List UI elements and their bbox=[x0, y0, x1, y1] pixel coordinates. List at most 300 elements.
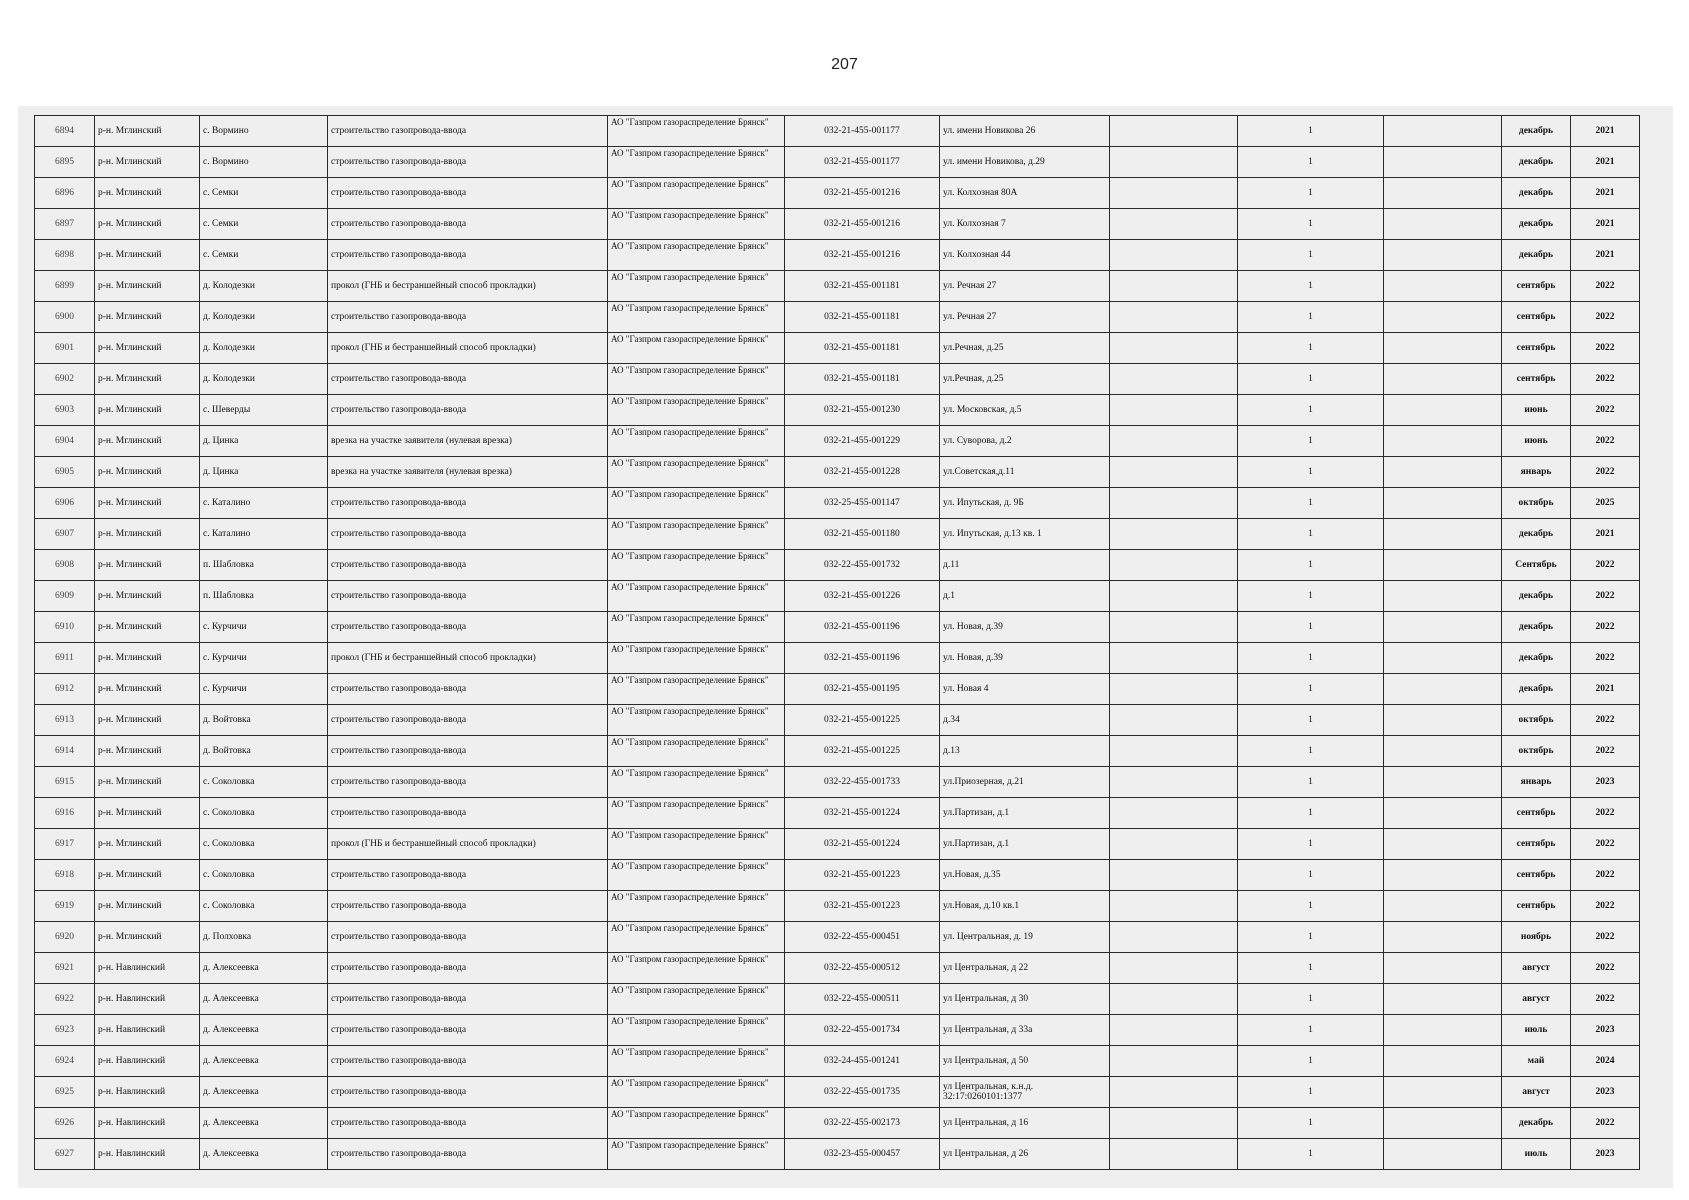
work-type-cell: прокол (ГНБ и бестраншейный способ прокладки) bbox=[328, 829, 608, 860]
settlement-cell: с. Соколовка bbox=[200, 767, 328, 798]
code-cell: 032-21-455-001225 bbox=[785, 705, 940, 736]
code-cell: 032-22-455-001734 bbox=[785, 1015, 940, 1046]
code-cell: 032-21-455-001223 bbox=[785, 860, 940, 891]
organization-cell: АО "Газпром газораспределение Брянск" bbox=[608, 798, 785, 829]
district-cell: р-н. Мглинский bbox=[95, 550, 200, 581]
settlement-cell: с. Семки bbox=[200, 240, 328, 271]
row-number: 6914 bbox=[35, 736, 95, 767]
code-cell: 032-21-455-001196 bbox=[785, 612, 940, 643]
organization-cell: АО "Газпром газораспределение Брянск" bbox=[608, 674, 785, 705]
empty-cell bbox=[1110, 271, 1238, 302]
quantity-cell: 1 bbox=[1238, 860, 1384, 891]
quantity-cell: 1 bbox=[1238, 395, 1384, 426]
settlement-cell: с. Курчичи bbox=[200, 674, 328, 705]
settlement-cell: д. Колодезки bbox=[200, 364, 328, 395]
code-cell: 032-21-455-001216 bbox=[785, 240, 940, 271]
year-cell: 2022 bbox=[1571, 860, 1640, 891]
district-cell: р-н. Навлинский bbox=[95, 984, 200, 1015]
district-cell: р-н. Мглинский bbox=[95, 457, 200, 488]
records-table bbox=[34, 115, 1640, 1170]
empty-cell bbox=[1110, 829, 1238, 860]
year-cell: 2021 bbox=[1571, 209, 1640, 240]
address-cell: ул Центральная, д 16 bbox=[940, 1108, 1110, 1139]
code-cell: 032-21-455-001230 bbox=[785, 395, 940, 426]
quantity-cell: 1 bbox=[1238, 922, 1384, 953]
table-row bbox=[35, 395, 1640, 426]
year-cell: 2022 bbox=[1571, 333, 1640, 364]
table-row bbox=[35, 581, 1640, 612]
empty-cell bbox=[1384, 519, 1502, 550]
table-row bbox=[35, 147, 1640, 178]
quantity-cell: 1 bbox=[1238, 457, 1384, 488]
code-cell: 032-21-455-001196 bbox=[785, 643, 940, 674]
row-number: 6911 bbox=[35, 643, 95, 674]
month-cell: октябрь bbox=[1502, 488, 1571, 519]
row-number: 6894 bbox=[35, 116, 95, 147]
settlement-cell: п. Шабловка bbox=[200, 581, 328, 612]
organization-cell: АО "Газпром газораспределение Брянск" bbox=[608, 953, 785, 984]
quantity-cell: 1 bbox=[1238, 178, 1384, 209]
empty-cell bbox=[1384, 643, 1502, 674]
work-type-cell: строительство газопровода-ввода bbox=[328, 705, 608, 736]
month-cell: декабрь bbox=[1502, 612, 1571, 643]
organization-cell: АО "Газпром газораспределение Брянск" bbox=[608, 736, 785, 767]
quantity-cell: 1 bbox=[1238, 240, 1384, 271]
table-row bbox=[35, 1139, 1640, 1170]
quantity-cell: 1 bbox=[1238, 953, 1384, 984]
empty-cell bbox=[1384, 116, 1502, 147]
row-number: 6912 bbox=[35, 674, 95, 705]
work-type-cell: строительство газопровода-ввода bbox=[328, 798, 608, 829]
year-cell: 2022 bbox=[1571, 922, 1640, 953]
empty-cell bbox=[1384, 364, 1502, 395]
district-cell: р-н. Мглинский bbox=[95, 736, 200, 767]
row-number: 6907 bbox=[35, 519, 95, 550]
empty-cell bbox=[1110, 519, 1238, 550]
empty-cell bbox=[1110, 1046, 1238, 1077]
work-type-cell: строительство газопровода-ввода bbox=[328, 395, 608, 426]
code-cell: 032-22-455-000512 bbox=[785, 953, 940, 984]
empty-cell bbox=[1384, 612, 1502, 643]
month-cell: декабрь bbox=[1502, 116, 1571, 147]
district-cell: р-н. Мглинский bbox=[95, 674, 200, 705]
month-cell: январь bbox=[1502, 767, 1571, 798]
empty-cell bbox=[1110, 705, 1238, 736]
district-cell: р-н. Мглинский bbox=[95, 240, 200, 271]
organization-cell: АО "Газпром газораспределение Брянск" bbox=[608, 891, 785, 922]
organization-cell: АО "Газпром газораспределение Брянск" bbox=[608, 829, 785, 860]
empty-cell bbox=[1110, 426, 1238, 457]
settlement-cell: д. Алексеевка bbox=[200, 1015, 328, 1046]
row-number: 6903 bbox=[35, 395, 95, 426]
address-cell: ул.Советская,д.11 bbox=[940, 457, 1110, 488]
code-cell: 032-21-455-001177 bbox=[785, 116, 940, 147]
settlement-cell: д. Колодезки bbox=[200, 271, 328, 302]
work-type-cell: строительство газопровода-ввода bbox=[328, 364, 608, 395]
row-number: 6922 bbox=[35, 984, 95, 1015]
month-cell: январь bbox=[1502, 457, 1571, 488]
district-cell: р-н. Навлинский bbox=[95, 1015, 200, 1046]
work-type-cell: врезка на участке заявителя (нулевая врезка) bbox=[328, 457, 608, 488]
address-cell: ул Центральная, д 33а bbox=[940, 1015, 1110, 1046]
district-cell: р-н. Мглинский bbox=[95, 395, 200, 426]
quantity-cell: 1 bbox=[1238, 984, 1384, 1015]
organization-cell: АО "Газпром газораспределение Брянск" bbox=[608, 240, 785, 271]
month-cell: июнь bbox=[1502, 395, 1571, 426]
year-cell: 2023 bbox=[1571, 767, 1640, 798]
row-number: 6920 bbox=[35, 922, 95, 953]
code-cell: 032-21-455-001216 bbox=[785, 178, 940, 209]
quantity-cell: 1 bbox=[1238, 829, 1384, 860]
row-number: 6925 bbox=[35, 1077, 95, 1108]
code-cell: 032-21-455-001224 bbox=[785, 829, 940, 860]
quantity-cell: 1 bbox=[1238, 612, 1384, 643]
work-type-cell: строительство газопровода-ввода bbox=[328, 147, 608, 178]
district-cell: р-н. Мглинский bbox=[95, 302, 200, 333]
month-cell: сентябрь bbox=[1502, 829, 1571, 860]
empty-cell bbox=[1384, 240, 1502, 271]
month-cell: декабрь bbox=[1502, 1108, 1571, 1139]
code-cell: 032-22-455-001735 bbox=[785, 1077, 940, 1108]
month-cell: август bbox=[1502, 1077, 1571, 1108]
settlement-cell: п. Шабловка bbox=[200, 550, 328, 581]
code-cell: 032-21-455-001216 bbox=[785, 209, 940, 240]
month-cell: сентябрь bbox=[1502, 302, 1571, 333]
address-cell: ул. Центральная, д. 19 bbox=[940, 922, 1110, 953]
address-cell: ул.Партизан, д.1 bbox=[940, 829, 1110, 860]
empty-cell bbox=[1110, 116, 1238, 147]
district-cell: р-н. Мглинский bbox=[95, 798, 200, 829]
quantity-cell: 1 bbox=[1238, 1108, 1384, 1139]
work-type-cell: прокол (ГНБ и бестраншейный способ прокладки) bbox=[328, 271, 608, 302]
organization-cell: АО "Газпром газораспределение Брянск" bbox=[608, 705, 785, 736]
empty-cell bbox=[1384, 209, 1502, 240]
work-type-cell: строительство газопровода-ввода bbox=[328, 302, 608, 333]
code-cell: 032-21-455-001224 bbox=[785, 798, 940, 829]
row-number: 6896 bbox=[35, 178, 95, 209]
district-cell: р-н. Мглинский bbox=[95, 147, 200, 178]
district-cell: р-н. Мглинский bbox=[95, 643, 200, 674]
quantity-cell: 1 bbox=[1238, 147, 1384, 178]
empty-cell bbox=[1384, 488, 1502, 519]
work-type-cell: строительство газопровода-ввода bbox=[328, 519, 608, 550]
row-number: 6902 bbox=[35, 364, 95, 395]
year-cell: 2021 bbox=[1571, 240, 1640, 271]
settlement-cell: с. Семки bbox=[200, 178, 328, 209]
year-cell: 2022 bbox=[1571, 643, 1640, 674]
table-row bbox=[35, 984, 1640, 1015]
settlement-cell: с. Соколовка bbox=[200, 891, 328, 922]
organization-cell: АО "Газпром газораспределение Брянск" bbox=[608, 984, 785, 1015]
month-cell: декабрь bbox=[1502, 240, 1571, 271]
settlement-cell: с. Вормино bbox=[200, 116, 328, 147]
work-type-cell: строительство газопровода-ввода bbox=[328, 767, 608, 798]
empty-cell bbox=[1384, 705, 1502, 736]
month-cell: декабрь bbox=[1502, 674, 1571, 705]
month-cell: август bbox=[1502, 984, 1571, 1015]
work-type-cell: строительство газопровода-ввода bbox=[328, 116, 608, 147]
table-row bbox=[35, 1046, 1640, 1077]
row-number: 6909 bbox=[35, 581, 95, 612]
settlement-cell: д. Колодезки bbox=[200, 333, 328, 364]
month-cell: октябрь bbox=[1502, 736, 1571, 767]
code-cell: 032-22-455-000451 bbox=[785, 922, 940, 953]
empty-cell bbox=[1110, 953, 1238, 984]
year-cell: 2021 bbox=[1571, 116, 1640, 147]
address-cell: ул. Новая 4 bbox=[940, 674, 1110, 705]
address-cell: ул. Новая, д.39 bbox=[940, 643, 1110, 674]
settlement-cell: д. Алексеевка bbox=[200, 1077, 328, 1108]
address-cell: ул Центральная, д 30 bbox=[940, 984, 1110, 1015]
year-cell: 2023 bbox=[1571, 1015, 1640, 1046]
empty-cell bbox=[1384, 302, 1502, 333]
empty-cell bbox=[1384, 674, 1502, 705]
district-cell: р-н. Мглинский bbox=[95, 209, 200, 240]
district-cell: р-н. Навлинский bbox=[95, 953, 200, 984]
code-cell: 032-23-455-000457 bbox=[785, 1139, 940, 1170]
empty-cell bbox=[1110, 643, 1238, 674]
work-type-cell: строительство газопровода-ввода bbox=[328, 1139, 608, 1170]
row-number: 6923 bbox=[35, 1015, 95, 1046]
year-cell: 2022 bbox=[1571, 395, 1640, 426]
quantity-cell: 1 bbox=[1238, 364, 1384, 395]
district-cell: р-н. Навлинский bbox=[95, 1108, 200, 1139]
year-cell: 2021 bbox=[1571, 147, 1640, 178]
table-row bbox=[35, 364, 1640, 395]
row-number: 6918 bbox=[35, 860, 95, 891]
work-type-cell: строительство газопровода-ввода bbox=[328, 860, 608, 891]
address-cell: д.13 bbox=[940, 736, 1110, 767]
work-type-cell: строительство газопровода-ввода bbox=[328, 736, 608, 767]
year-cell: 2022 bbox=[1571, 612, 1640, 643]
year-cell: 2022 bbox=[1571, 891, 1640, 922]
district-cell: р-н. Мглинский bbox=[95, 767, 200, 798]
address-cell: ул.Речная, д.25 bbox=[940, 333, 1110, 364]
records-body bbox=[35, 116, 1640, 1170]
empty-cell bbox=[1110, 488, 1238, 519]
month-cell: декабрь bbox=[1502, 643, 1571, 674]
address-cell: ул. Новая, д.39 bbox=[940, 612, 1110, 643]
empty-cell bbox=[1384, 953, 1502, 984]
code-cell: 032-21-455-001180 bbox=[785, 519, 940, 550]
table-row bbox=[35, 643, 1640, 674]
organization-cell: АО "Газпром газораспределение Брянск" bbox=[608, 1077, 785, 1108]
year-cell: 2022 bbox=[1571, 581, 1640, 612]
quantity-cell: 1 bbox=[1238, 302, 1384, 333]
address-cell: ул. Ипутьская, д. 9Б bbox=[940, 488, 1110, 519]
settlement-cell: д. Войтовка bbox=[200, 736, 328, 767]
work-type-cell: строительство газопровода-ввода bbox=[328, 612, 608, 643]
district-cell: р-н. Мглинский bbox=[95, 488, 200, 519]
quantity-cell: 1 bbox=[1238, 767, 1384, 798]
district-cell: р-н. Мглинский bbox=[95, 519, 200, 550]
empty-cell bbox=[1384, 798, 1502, 829]
settlement-cell: д. Алексеевка bbox=[200, 1108, 328, 1139]
settlement-cell: д. Колодезки bbox=[200, 302, 328, 333]
row-number: 6904 bbox=[35, 426, 95, 457]
code-cell: 032-24-455-001241 bbox=[785, 1046, 940, 1077]
settlement-cell: с. Соколовка bbox=[200, 798, 328, 829]
month-cell: декабрь bbox=[1502, 209, 1571, 240]
address-cell: ул.Новая, д.35 bbox=[940, 860, 1110, 891]
address-cell: ул Центральная, д 50 bbox=[940, 1046, 1110, 1077]
year-cell: 2022 bbox=[1571, 364, 1640, 395]
quantity-cell: 1 bbox=[1238, 550, 1384, 581]
code-cell: 032-21-455-001228 bbox=[785, 457, 940, 488]
organization-cell: АО "Газпром газораспределение Брянск" bbox=[608, 488, 785, 519]
code-cell: 032-21-455-001181 bbox=[785, 364, 940, 395]
year-cell: 2022 bbox=[1571, 271, 1640, 302]
empty-cell bbox=[1384, 736, 1502, 767]
table-row bbox=[35, 426, 1640, 457]
table-row bbox=[35, 302, 1640, 333]
empty-cell bbox=[1384, 1046, 1502, 1077]
empty-cell bbox=[1110, 767, 1238, 798]
year-cell: 2022 bbox=[1571, 705, 1640, 736]
row-number: 6900 bbox=[35, 302, 95, 333]
organization-cell: АО "Газпром газораспределение Брянск" bbox=[608, 519, 785, 550]
quantity-cell: 1 bbox=[1238, 271, 1384, 302]
code-cell: 032-21-455-001229 bbox=[785, 426, 940, 457]
address-cell: ул Центральная, д 22 bbox=[940, 953, 1110, 984]
empty-cell bbox=[1110, 209, 1238, 240]
row-number: 6926 bbox=[35, 1108, 95, 1139]
district-cell: р-н. Мглинский bbox=[95, 364, 200, 395]
code-cell: 032-21-455-001195 bbox=[785, 674, 940, 705]
month-cell: август bbox=[1502, 953, 1571, 984]
quantity-cell: 1 bbox=[1238, 116, 1384, 147]
address-cell: ул. Колхозная 7 bbox=[940, 209, 1110, 240]
work-type-cell: строительство газопровода-ввода bbox=[328, 240, 608, 271]
empty-cell bbox=[1384, 1108, 1502, 1139]
month-cell: декабрь bbox=[1502, 178, 1571, 209]
district-cell: р-н. Мглинский bbox=[95, 860, 200, 891]
work-type-cell: строительство газопровода-ввода bbox=[328, 953, 608, 984]
address-cell: ул. имени Новикова 26 bbox=[940, 116, 1110, 147]
month-cell: сентябрь bbox=[1502, 860, 1571, 891]
year-cell: 2022 bbox=[1571, 550, 1640, 581]
settlement-cell: д. Алексеевка bbox=[200, 1046, 328, 1077]
settlement-cell: с. Шеверды bbox=[200, 395, 328, 426]
work-type-cell: строительство газопровода-ввода bbox=[328, 1015, 608, 1046]
month-cell: декабрь bbox=[1502, 147, 1571, 178]
month-cell: декабрь bbox=[1502, 581, 1571, 612]
organization-cell: АО "Газпром газораспределение Брянск" bbox=[608, 581, 785, 612]
district-cell: р-н. Мглинский bbox=[95, 829, 200, 860]
address-cell: д.11 bbox=[940, 550, 1110, 581]
table-row bbox=[35, 488, 1640, 519]
year-cell: 2022 bbox=[1571, 736, 1640, 767]
settlement-cell: с. Курчичи bbox=[200, 643, 328, 674]
table-row bbox=[35, 1108, 1640, 1139]
organization-cell: АО "Газпром газораспределение Брянск" bbox=[608, 922, 785, 953]
organization-cell: АО "Газпром газораспределение Брянск" bbox=[608, 767, 785, 798]
table-row bbox=[35, 767, 1640, 798]
work-type-cell: строительство газопровода-ввода bbox=[328, 178, 608, 209]
row-number: 6906 bbox=[35, 488, 95, 519]
table-row bbox=[35, 674, 1640, 705]
empty-cell bbox=[1110, 860, 1238, 891]
work-type-cell: врезка на участке заявителя (нулевая врезка) bbox=[328, 426, 608, 457]
empty-cell bbox=[1384, 333, 1502, 364]
work-type-cell: строительство газопровода-ввода bbox=[328, 1108, 608, 1139]
quantity-cell: 1 bbox=[1238, 736, 1384, 767]
row-number: 6898 bbox=[35, 240, 95, 271]
work-type-cell: строительство газопровода-ввода bbox=[328, 209, 608, 240]
address-cell: ул Центральная, д 26 bbox=[940, 1139, 1110, 1170]
row-number: 6901 bbox=[35, 333, 95, 364]
code-cell: 032-21-455-001226 bbox=[785, 581, 940, 612]
organization-cell: АО "Газпром газораспределение Брянск" bbox=[608, 426, 785, 457]
district-cell: р-н. Навлинский bbox=[95, 1139, 200, 1170]
organization-cell: АО "Газпром газораспределение Брянск" bbox=[608, 860, 785, 891]
organization-cell: АО "Газпром газораспределение Брянск" bbox=[608, 209, 785, 240]
code-cell: 032-21-455-001223 bbox=[785, 891, 940, 922]
work-type-cell: прокол (ГНБ и бестраншейный способ прокладки) bbox=[328, 333, 608, 364]
empty-cell bbox=[1384, 922, 1502, 953]
settlement-cell: д. Алексеевка bbox=[200, 984, 328, 1015]
quantity-cell: 1 bbox=[1238, 705, 1384, 736]
organization-cell: АО "Газпром газораспределение Брянск" bbox=[608, 1046, 785, 1077]
empty-cell bbox=[1384, 550, 1502, 581]
address-cell: ул. Ипутьская, д.13 кв. 1 bbox=[940, 519, 1110, 550]
table-row bbox=[35, 829, 1640, 860]
year-cell: 2023 bbox=[1571, 1077, 1640, 1108]
month-cell: октябрь bbox=[1502, 705, 1571, 736]
quantity-cell: 1 bbox=[1238, 643, 1384, 674]
year-cell: 2021 bbox=[1571, 178, 1640, 209]
empty-cell bbox=[1110, 581, 1238, 612]
quantity-cell: 1 bbox=[1238, 209, 1384, 240]
settlement-cell: с. Курчичи bbox=[200, 612, 328, 643]
organization-cell: АО "Газпром газораспределение Брянск" bbox=[608, 457, 785, 488]
empty-cell bbox=[1384, 1139, 1502, 1170]
settlement-cell: д. Войтовка bbox=[200, 705, 328, 736]
code-cell: 032-22-455-001733 bbox=[785, 767, 940, 798]
year-cell: 2025 bbox=[1571, 488, 1640, 519]
quantity-cell: 1 bbox=[1238, 488, 1384, 519]
quantity-cell: 1 bbox=[1238, 1046, 1384, 1077]
table-row bbox=[35, 240, 1640, 271]
table-row bbox=[35, 922, 1640, 953]
district-cell: р-н. Навлинский bbox=[95, 1077, 200, 1108]
quantity-cell: 1 bbox=[1238, 333, 1384, 364]
quantity-cell: 1 bbox=[1238, 519, 1384, 550]
page-number: 207 bbox=[831, 56, 858, 73]
address-cell: ул. Суворова, д.2 bbox=[940, 426, 1110, 457]
settlement-cell: с. Соколовка bbox=[200, 860, 328, 891]
month-cell: май bbox=[1502, 1046, 1571, 1077]
quantity-cell: 1 bbox=[1238, 1015, 1384, 1046]
work-type-cell: строительство газопровода-ввода bbox=[328, 922, 608, 953]
month-cell: июнь bbox=[1502, 426, 1571, 457]
address-cell: ул. Колхозная 44 bbox=[940, 240, 1110, 271]
month-cell: декабрь bbox=[1502, 519, 1571, 550]
address-cell: ул. имени Новикова, д.29 bbox=[940, 147, 1110, 178]
work-type-cell: строительство газопровода-ввода bbox=[328, 891, 608, 922]
year-cell: 2022 bbox=[1571, 426, 1640, 457]
row-number: 6916 bbox=[35, 798, 95, 829]
organization-cell: АО "Газпром газораспределение Брянск" bbox=[608, 178, 785, 209]
year-cell: 2022 bbox=[1571, 798, 1640, 829]
table-row bbox=[35, 953, 1640, 984]
empty-cell bbox=[1110, 1077, 1238, 1108]
month-cell: сентябрь bbox=[1502, 333, 1571, 364]
month-cell: сентябрь bbox=[1502, 798, 1571, 829]
work-type-cell: строительство газопровода-ввода bbox=[328, 550, 608, 581]
quantity-cell: 1 bbox=[1238, 581, 1384, 612]
settlement-cell: д. Цинка bbox=[200, 426, 328, 457]
